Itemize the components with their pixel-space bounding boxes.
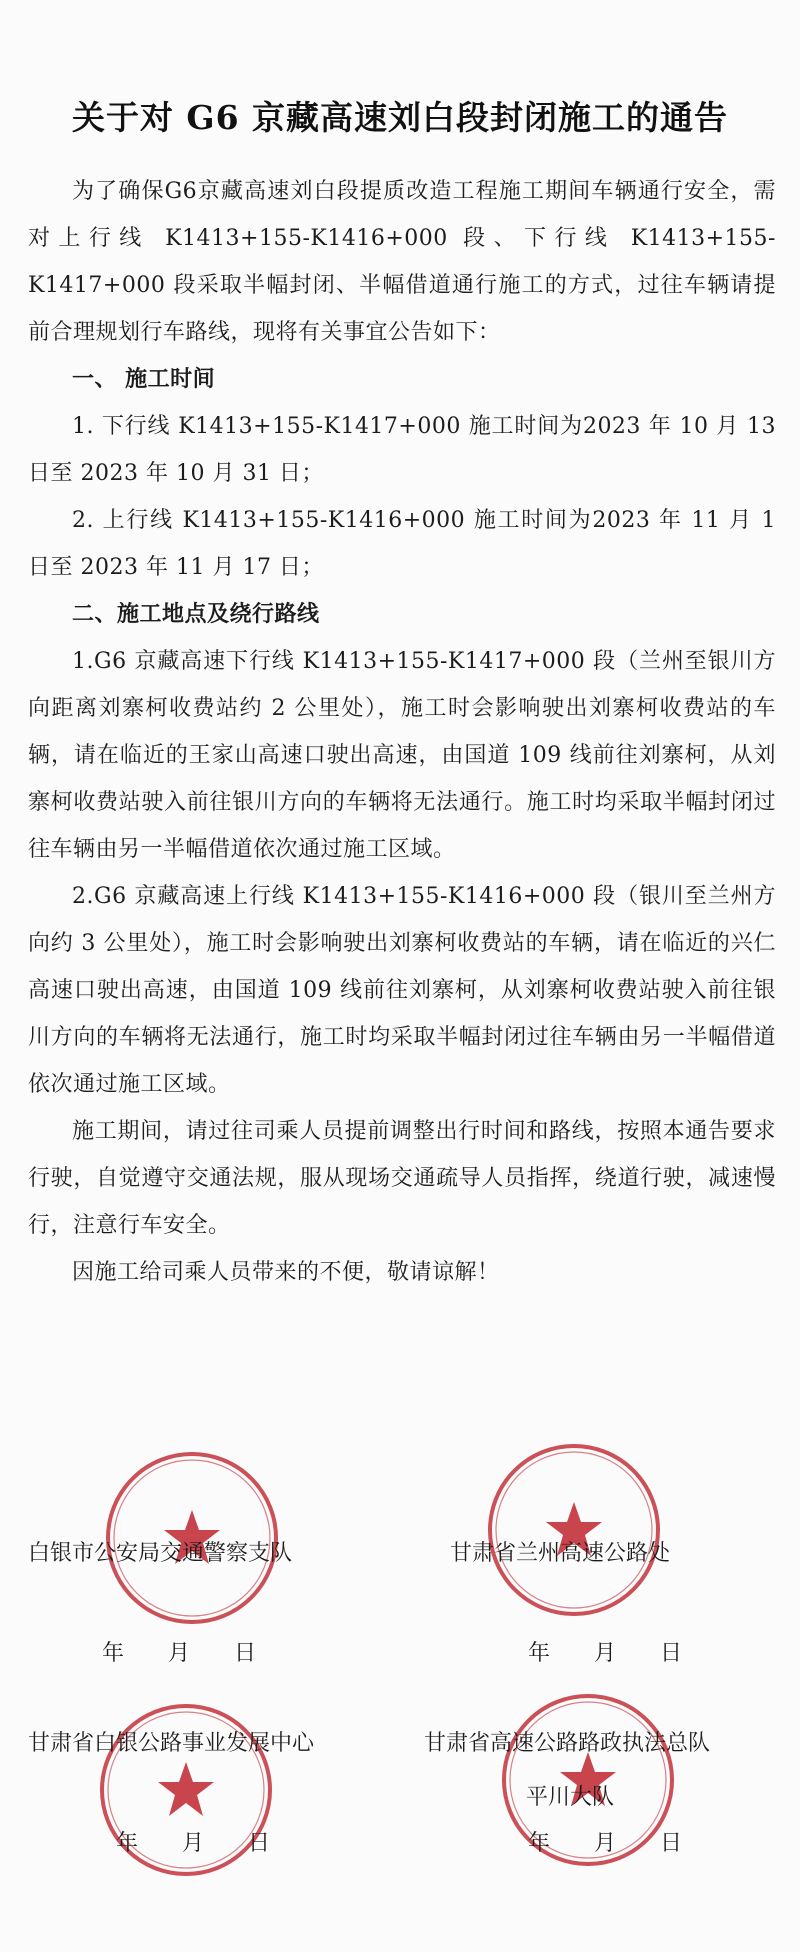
signature-baiyin-road: 甘肃省白银公路事业发展中心 (28, 1731, 315, 1756)
document-title: 关于对 G6 京藏高速刘白段封闭施工的通告 (71, 98, 729, 137)
date-blank-2: 年 月 日 (528, 1641, 683, 1666)
signature-road-enforcement: 甘肃省高速公路路政执法总队 (424, 1731, 711, 1756)
closing-paragraph: 施工期间，请过往司乘人员提前调整出行时间和路线，按照本通告要求行驶，自觉遵守交通法规，服从现场交通疏导人员指挥，绕道行驶，减速慢行，注意行车安全。 (28, 1119, 776, 1238)
document-body (28, 168, 776, 1296)
route-item-2: 2.G6 京藏高速上行线 K1413+155-K1416+000 段（银川至兰州方向约 3 公里处），施工时会影响驶出刘寨柯收费站的车辆，请在临近的兴仁高速口驶出高速，由国道 109 线前往刘寨柯，从刘寨柯收费站驶入前往银川方向的车辆将无法通行，施工时均采取半幅封闭过往车辆由另一半幅借道依次通过施工区域。 (28, 884, 776, 1097)
intro-paragraph: 为了确保G6京藏高速刘白段提质改造工程施工期间车辆通行安全，需对上行线 K1413+155-K1416+000 段、下行线 K1413+155-K1417+000 段采取半幅封闭、半幅借道通行施工的方式，过往车辆请提前合理规划行车路线，现将有关事宜公告如下： (28, 179, 777, 345)
route-item-1: 1.G6 京藏高速下行线 K1413+155-K1417+000 段（兰州至银川方向距离刘寨柯收费站约 2 公里处），施工时会影响驶出刘寨柯收费站的车辆，请在临近的王家山高速口驶出高速，由国道 109 线前往刘寨柯，从刘寨柯收费站驶入前往银川方向的车辆将无法通行。施工时均采取半幅封闭过往车辆由另一半幅借道依次通过施工区域。 (28, 649, 776, 862)
apology-paragraph: 因施工给司乘人员带来的不便，敬请谅解！ (72, 1260, 500, 1285)
section-heading-route: 二、施工地点及绕行路线 (72, 602, 320, 627)
seal-lanzhou-highway-icon (484, 1440, 664, 1620)
time-item-2: 2. 上行线 K1413+155-K1416+000 施工时间为2023 年 11 月 1 日至 2023 年 11 月 17 日； (28, 508, 776, 580)
section-heading-time: 一、 施工时间 (72, 367, 216, 392)
signature-lanzhou-highway: 甘肃省兰州高速公路处 (450, 1541, 671, 1566)
time-item-1: 1. 下行线 K1413+155-K1417+000 施工时间为2023 年 10 月 13 日至 2023 年 10 月 31 日； (28, 414, 776, 486)
seal-police-icon (102, 1448, 282, 1628)
date-blank-3: 年 月 日 (116, 1831, 271, 1856)
signature-pingchuan-brigade: 平川大队 (526, 1785, 615, 1810)
date-blank-1: 年 月 日 (102, 1641, 257, 1666)
date-blank-4: 年 月 日 (528, 1831, 683, 1856)
signature-police: 白银市公安局交通警察支队 (28, 1541, 293, 1566)
